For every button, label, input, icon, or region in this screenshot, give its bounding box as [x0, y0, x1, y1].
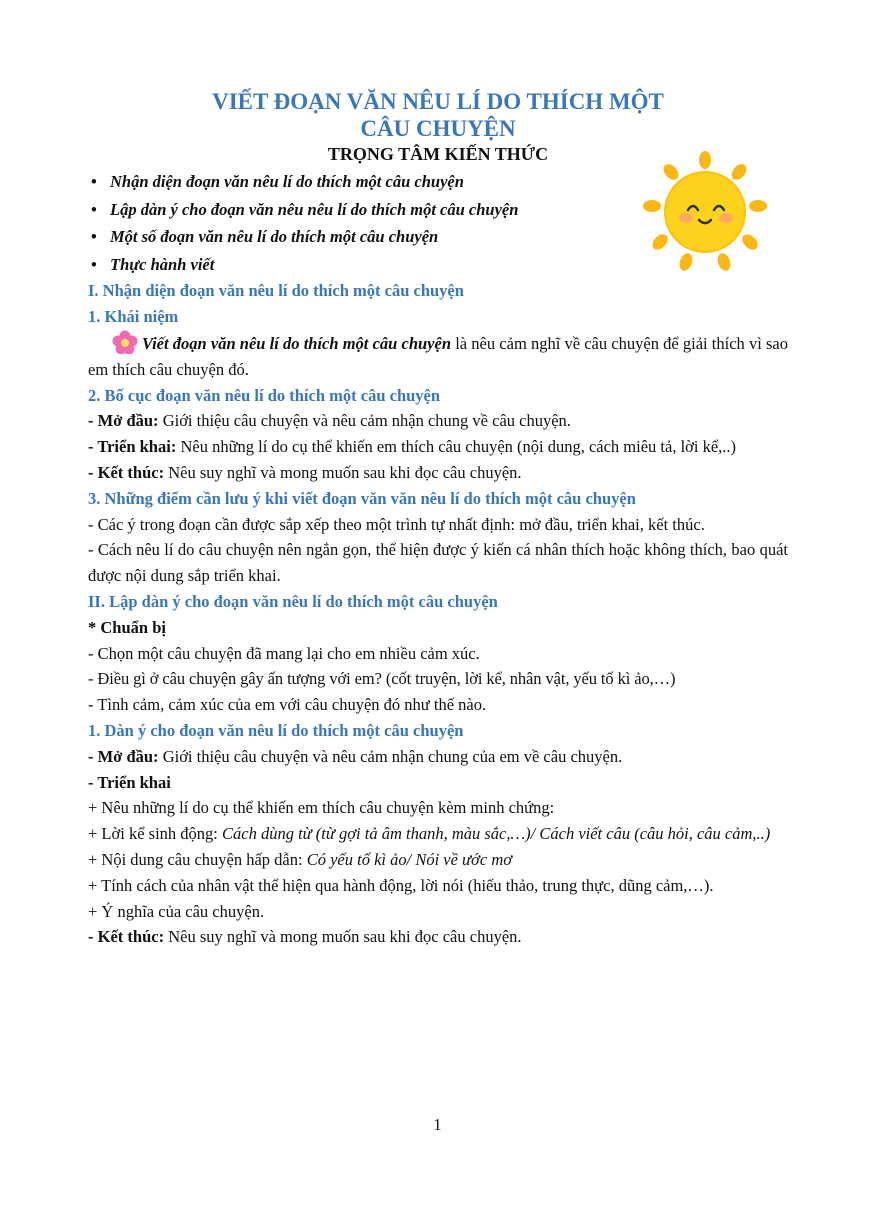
layout-body: - Triển khai: Nêu những lí do cụ thể khiến em thích câu chuyện (nội dung, cách miêu tả, lời kể,..) — [88, 437, 737, 457]
note-item: - Các ý trong đoạn cần được sắp xếp theo một trình tự nhất định: mở đầu, triển khai, kết thúc. — [88, 514, 705, 534]
page-number: 1 — [433, 1115, 442, 1134]
document-title — [88, 88, 788, 142]
notes-heading: 3. Những điểm cần lưu ý khi viết đoạn văn văn nêu lí do thích một câu chuyện — [88, 488, 636, 508]
prepare-item: - Điều gì ở câu chuyện gây ấn tượng với em? (cốt truyện, lời kể, nhân vật, yếu tố kì ảo,…) — [88, 669, 676, 689]
outline-body-item: + Nội dung câu chuyện hấp dẫn: Có yếu tố kì ảo/ Nói về ước mơ — [88, 849, 513, 869]
flower-icon — [110, 330, 140, 354]
subtitle: TRỌNG TÂM KIẾN THỨC — [327, 144, 549, 164]
layout-end: - Kết thúc: Nêu suy nghĩ và mong muốn sau khi đọc câu chuyện. — [88, 462, 522, 482]
section-2-heading: II. Lập dàn ý cho đoạn văn nêu lí do thích một câu chuyện — [88, 591, 498, 611]
smiling-sun-icon — [638, 150, 772, 274]
outline-body-item: + Ý nghĩa của câu chuyện. — [88, 901, 265, 921]
concept-paragraph: Viết đoạn văn nêu lí do thích một câu chuyện là nêu cảm nghĩ về câu chuyện để giải thích vì sao em thích câu chuyện đó. — [88, 330, 788, 383]
layout-heading: 2. Bố cục đoạn văn nêu lí do thích một câu chuyện — [88, 385, 441, 405]
outline-body-item: + Tính cách của nhân vật thể hiện qua hành động, lời nói (hiếu thảo, trung thực, dũng cảm,…). — [88, 875, 714, 895]
list-item: • Một số đoạn văn nêu lí do thích một câu chuyện — [91, 227, 439, 247]
prepare-label: * Chuẩn bị — [88, 617, 166, 637]
outline-end: - Kết thúc: Nêu suy nghĩ và mong muốn sau khi đọc câu chuyện. — [88, 927, 522, 947]
prepare-item: - Chọn một câu chuyện đã mang lại cho em nhiều cảm xúc. — [88, 643, 480, 663]
title-line-2: CÂU CHUYỆN — [360, 116, 516, 141]
list-item: • Thực hành viết — [91, 254, 215, 274]
prepare-item: - Tình cảm, cảm xúc của em với câu chuyện đó như thế nào. — [88, 695, 487, 715]
layout-intro: - Mở đầu: Giới thiệu câu chuyện và nêu cảm nhận chung về câu chuyện. — [88, 411, 571, 431]
section-1-heading: I. Nhận diện đoạn văn nêu lí do thích một câu chuyện — [88, 281, 464, 301]
outline-body-label: - Triển khai — [88, 772, 171, 792]
title-line-1: VIẾT ĐOẠN VĂN NÊU LÍ DO THÍCH MỘT — [212, 89, 664, 114]
note-item: - Cách nêu lí do câu chuyện nên ngắn gọn, thể hiện được ý kiến cá nhân thích hoặc không thích, bao quát được nội dung sắp triển khai. — [88, 540, 788, 586]
outline-intro: - Mở đầu: Giới thiệu câu chuyện và nêu cảm nhận chung của em về câu chuyện. — [88, 746, 623, 766]
concept-heading: 1. Khái niệm — [88, 307, 179, 327]
list-item: • Lập dàn ý cho đoạn văn nêu nêu lí do thích một câu chuyện — [91, 199, 519, 219]
outline-heading: 1. Dàn ý cho đoạn văn nêu lí do thích một câu chuyện — [88, 720, 464, 740]
outline-body-item: + Nêu những lí do cụ thể khiến em thích câu chuyện kèm minh chứng: — [88, 798, 555, 818]
list-item: • Nhận diện đoạn văn nêu lí do thích một câu chuyện — [91, 172, 464, 191]
outline-body-item: + Lời kể sinh động: Cách dùng từ (từ gợi tả âm thanh, màu sắc,…)/ Cách viết câu (câu hỏi, câu cảm,..) — [88, 824, 771, 844]
